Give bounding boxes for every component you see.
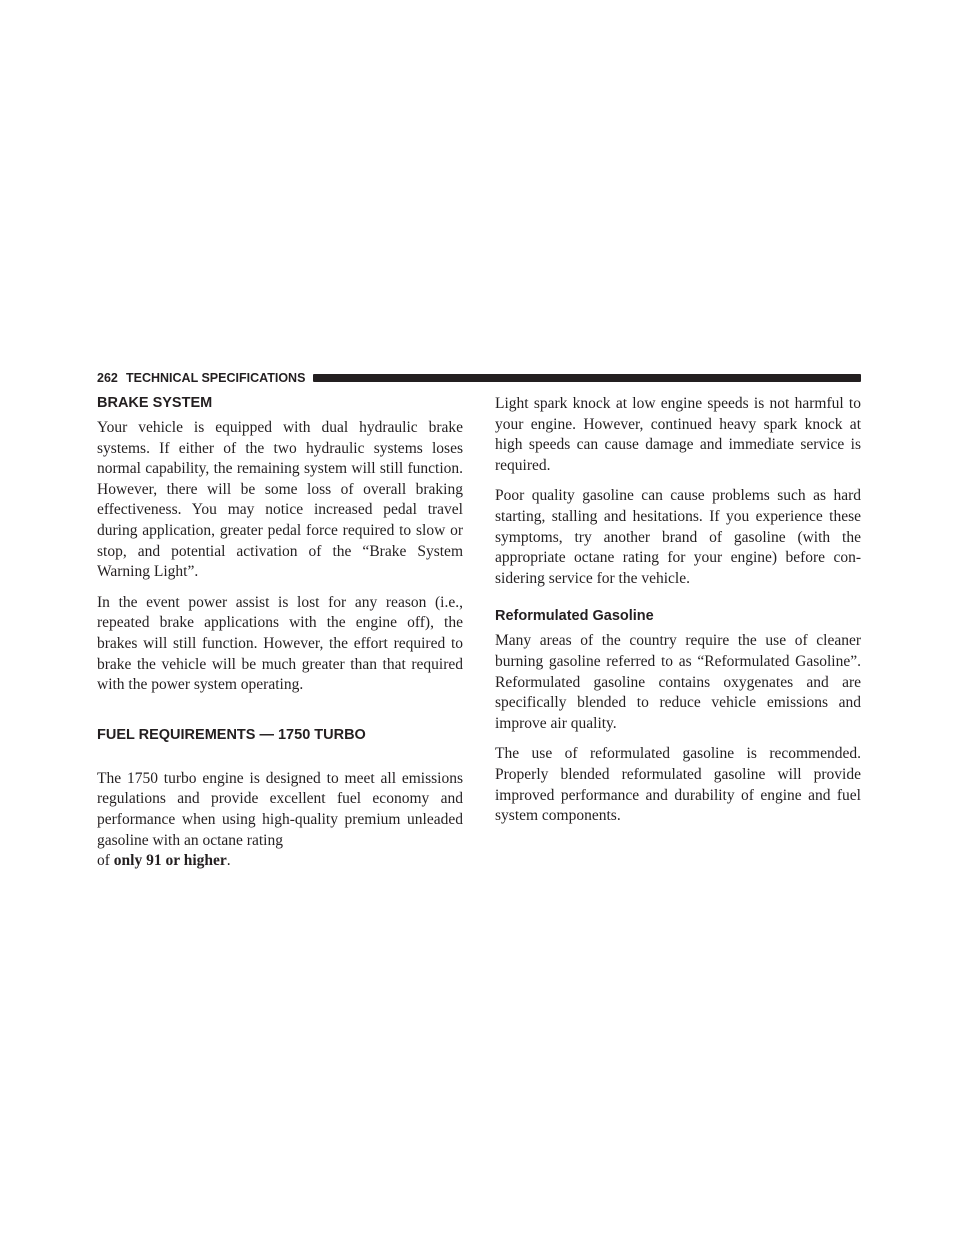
fuel-requirements-heading: FUEL REQUIREMENTS — 1750 TURBO — [97, 726, 366, 743]
fuel-tail-prefix: of — [97, 852, 114, 870]
right-column — [495, 394, 861, 827]
left-column — [97, 394, 463, 872]
poor-quality-gasoline-paragraph: Poor quality gasoline can cause problems such as hard starting, stalling and hesitations. If you experience these symptoms, try another brand of gasoline (with the appropriate octane rating for your engine) before considering service for the vehicle. — [495, 487, 861, 587]
reformulated-gasoline-heading: Reformulated Gasoline — [495, 608, 654, 625]
brake-system-paragraph-2: In the event power assist is lost for any reason (i.e., repeated brake applications with the engine off), the brakes will still function. However, the effort required to brake the vehicle will be much greater than that required with the power system operating. — [97, 593, 463, 694]
brake-system-paragraph-1: Your vehicle is equipped with dual hydraulic brake systems. If either of the two hydraulic systems loses normal capability, the remaining system will still function. However, there will be some loss of overall braking effectiveness. You may notice increased pedal travel during application, greater pedal force required to slow or stop, and potential activation of the “Brake System Warning Light”. — [97, 419, 463, 581]
reformulated-gasoline-paragraph-1: Many areas of the country require the use of cleaner burning gasoline referred to as “Reformulated Gasoline”. Reformulated gasoline contains oxygenates and are specifically blended to reduce vehicle emissions and improve air quality. — [495, 632, 861, 732]
spark-knock-paragraph: Light spark knock at low engine speeds is not harmful to your engine. However, continued heavy spark knock at high speeds can cause damage and immediate service is required. — [495, 395, 861, 474]
reformulated-gasoline-paragraph-2: The use of reformulated gasoline is recommended. Properly blended reformulated gasoline will provide improved performance and durability of engine and fuel system components. — [495, 745, 861, 825]
page-number: 262 — [97, 371, 118, 385]
fuel-requirements-paragraph-indented: The 1750 turbo engine is designed to meet all emissions regulations and provide excellent fuel economy and performance when using high-quality premium unleaded gasoline with an octane rating — [97, 769, 463, 849]
octane-requirement: only 91 or higher — [113, 852, 227, 870]
section-title: TECHNICAL SPECIFICATIONS — [126, 371, 306, 385]
fuel-requirements-paragraph-tail — [97, 851, 463, 872]
brake-system-heading: BRAKE SYSTEM — [97, 395, 213, 411]
fuel-tail-suffix: . — [226, 852, 231, 870]
header-rule — [313, 374, 861, 382]
page-header — [97, 370, 861, 386]
